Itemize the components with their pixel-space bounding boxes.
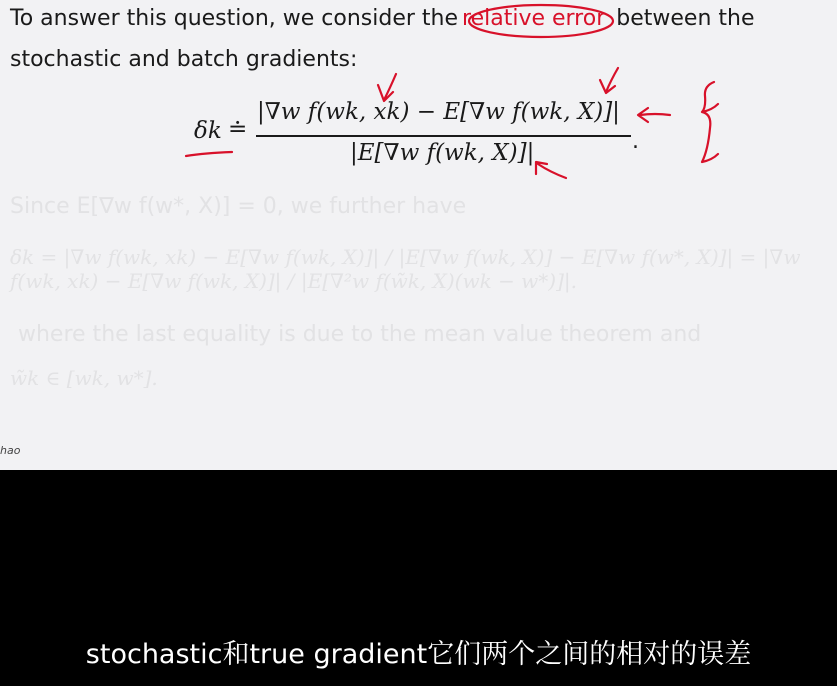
fraction-bar <box>256 135 631 137</box>
arrow-down-right-icon <box>600 68 618 93</box>
highlighted-term: relative error <box>462 6 606 31</box>
intro-line-2: stochastic and batch gradients: <box>10 47 358 72</box>
intro-text: To answer this question, we consider the <box>10 6 459 31</box>
since-line: Since E[∇w f(w*, X)] = 0, we further have <box>10 194 467 219</box>
eq1-denominator: |E[∇w f(wk, X)]| <box>350 140 535 166</box>
eq1-lhs: δk <box>194 118 222 144</box>
underline-delta-stroke <box>186 152 232 156</box>
wk-range: w̃k ∈ [wk, w*]. <box>10 366 158 390</box>
eq1-numerator: |∇w f(wk, xk) − E[∇w f(wk, X)]| <box>257 99 620 125</box>
arrow-down-left-icon <box>378 74 396 101</box>
eq1-end: . <box>632 129 639 154</box>
author-footer: hao <box>0 444 21 457</box>
eq1-operator: ≐ <box>228 116 248 142</box>
arrow-left-denominator-icon <box>536 162 566 178</box>
brace-icon <box>702 82 718 162</box>
subtitle-caption: stochastic和true gradient它们两个之间的相对的误差 <box>85 639 752 670</box>
where-line: where the last equality is due to the mean value theorem and <box>18 322 702 347</box>
intro-text-end: between the <box>609 6 755 31</box>
intro-line <box>10 6 755 31</box>
arrow-left-numerator-icon <box>638 108 670 122</box>
eq2: δk = |∇w f(wk, xk) − E[∇w f(wk, X)]| / |E[∇w f(wk, X)] − E[∇w f(w*, X)]| = |∇w f(wk, xk) − E[∇w f(wk, X)]| / |E[∇²w f(w̃k, X)(wk − w*)]|. <box>10 245 801 293</box>
